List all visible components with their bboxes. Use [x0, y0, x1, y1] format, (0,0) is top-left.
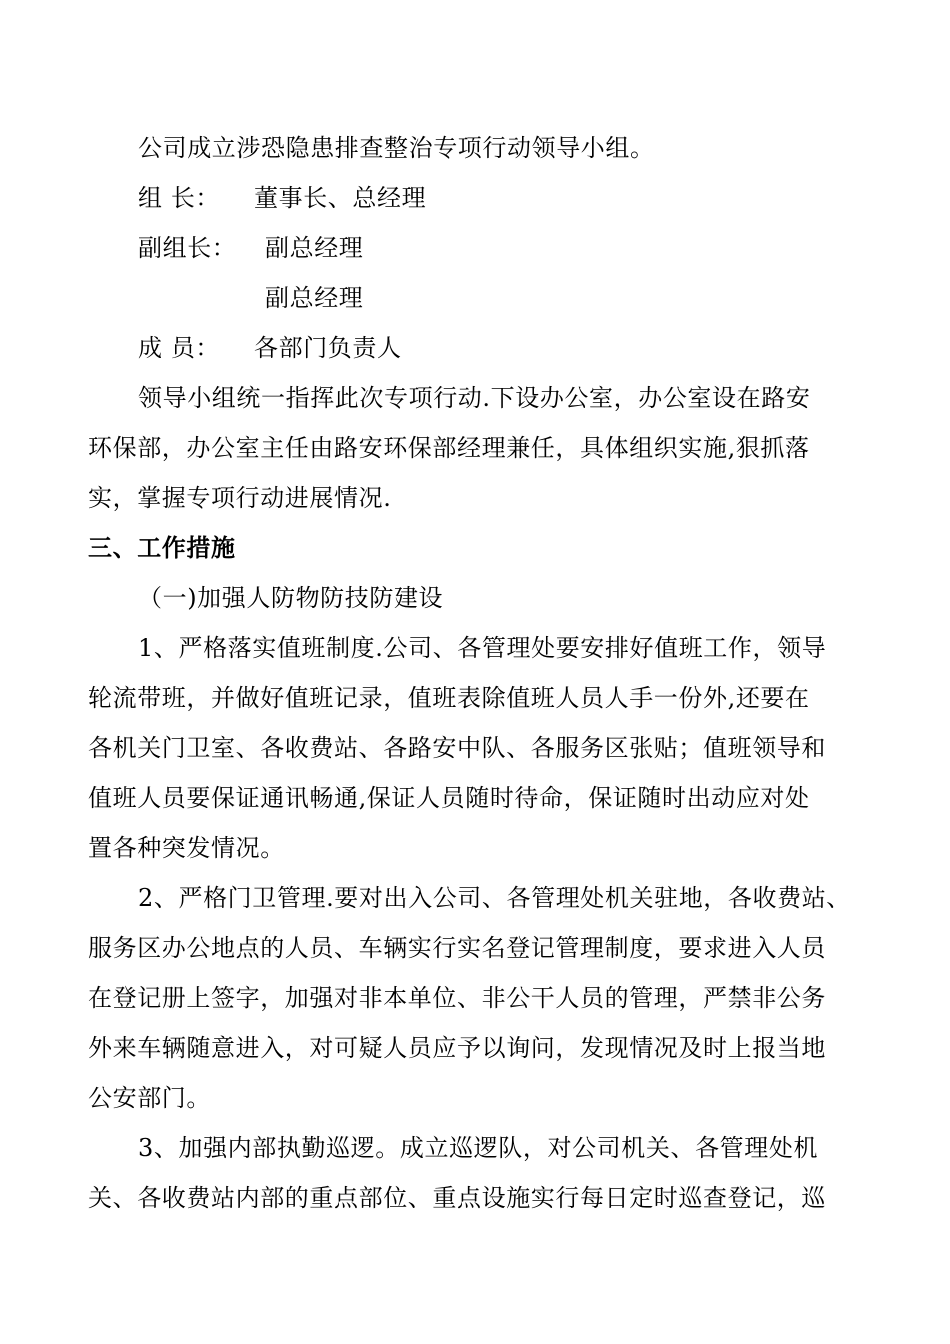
intro-line: 公司成立涉恐隐患排查整治专项行动领导小组。	[138, 134, 655, 162]
leader-label: 组 长：	[138, 184, 221, 212]
paragraph-line: 在登记册上签字，加强对非本单位、非公干人员的管理，严禁非公务	[88, 984, 826, 1012]
paragraph-line: 关、各收费站内部的重点部位、重点设施实行每日定时巡查登记，巡	[88, 1184, 826, 1212]
paragraph-line: 值班人员要保证通讯畅通,保证人员随时待命，保证随时出动应对处	[88, 784, 810, 812]
paragraph-line: 领导小组统一指挥此次专项行动.下设办公室，办公室设在路安	[138, 384, 811, 412]
deputy-leader-value-1: 副总经理	[265, 234, 364, 262]
paragraph-line: 环保部，办公室主任由路安环保部经理兼任，具体组织实施,狠抓落	[88, 434, 810, 462]
deputy-leader-value-2: 副总经理	[265, 284, 364, 312]
section-heading: 三、工作措施	[88, 533, 236, 562]
leader-value: 董事长、总经理	[254, 184, 427, 212]
paragraph-line: 公安部门。	[88, 1084, 211, 1112]
paragraph-line: 置各种突发情况。	[88, 834, 285, 862]
paragraph-line: 实，掌握专项行动进展情况.	[88, 484, 392, 512]
subsection-heading: （一)加强人防物防技防建设	[138, 584, 444, 612]
members-value: 各部门负责人	[254, 334, 402, 362]
paragraph-line: 2、严格门卫管理.要对出入公司、各管理处机关驻地，各收费站、	[138, 884, 851, 912]
paragraph-line: 1、严格落实值班制度.公司、各管理处要安排好值班工作，领导	[138, 634, 827, 662]
paragraph-line: 轮流带班，并做好值班记录，值班表除值班人员人手一份外,还要在	[88, 684, 810, 712]
deputy-leader-label: 副组长：	[138, 234, 237, 262]
members-label: 成 员：	[138, 334, 221, 362]
paragraph-line: 3、加强内部执勤巡逻。成立巡逻队，对公司机关、各管理处机	[138, 1134, 819, 1162]
paragraph-line: 服务区办公地点的人员、车辆实行实名登记管理制度，要求进入人员	[88, 934, 826, 962]
paragraph-line: 各机关门卫室、各收费站、各路安中队、各服务区张贴；值班领导和	[88, 734, 826, 762]
paragraph-line: 外来车辆随意进入，对可疑人员应予以询问，发现情况及时上报当地	[88, 1034, 826, 1062]
